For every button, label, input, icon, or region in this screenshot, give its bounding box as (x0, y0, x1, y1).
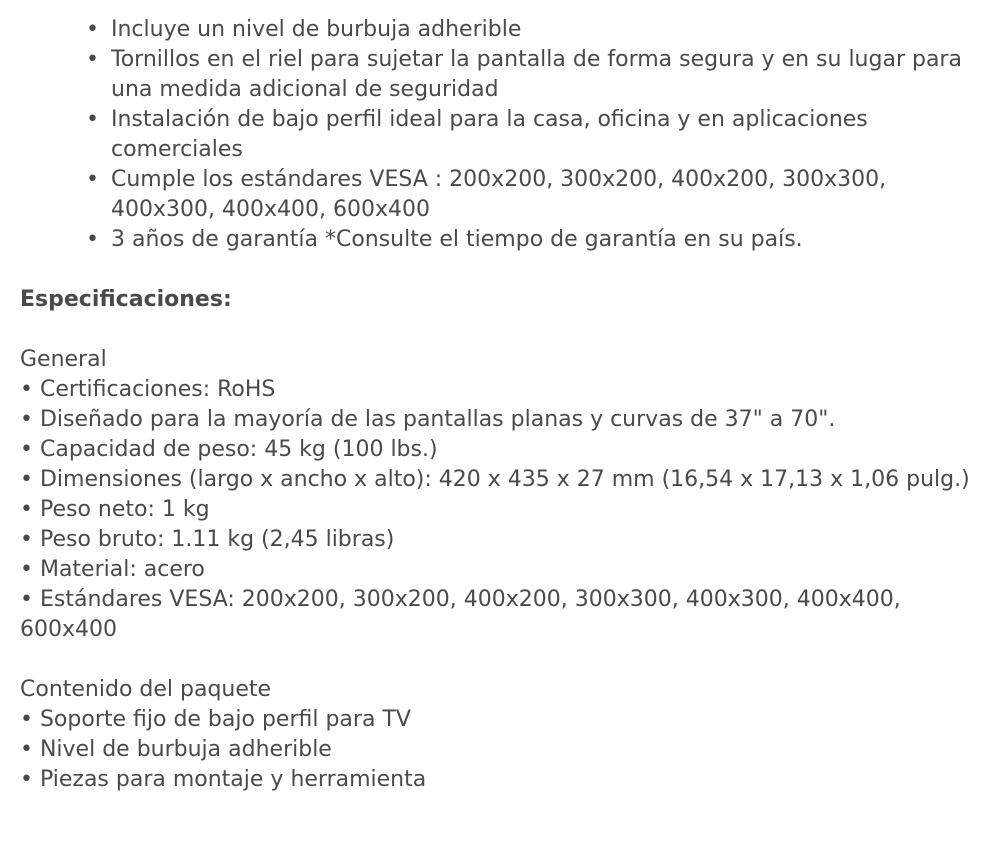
spec-line: • Material: acero (20, 557, 205, 582)
spec-line: • Capacidad de peso: 45 kg (100 lbs.) (20, 437, 438, 462)
spec-line: • Estándares VESA: 200x200, 300x200, 400x200, 300x300, 400x300, 400x400, 600x400 (20, 587, 901, 642)
feature-item (86, 165, 971, 225)
feature-text: Instalación de bajo perfil ideal para la casa, oficina y en aplicaciones comerciales (111, 107, 868, 162)
spec-line: • Dimensiones (largo x ancho x alto): 420 x 435 x 27 mm (16,54 x 17,13 x 1,06 pulg.) (20, 467, 970, 492)
feature-text: Tornillos en el riel para sujetar la pantalla de forma segura y en su lugar para una medida adicional de seguridad (111, 47, 962, 102)
feature-text: Cumple los estándares VESA : 200x200, 300x200, 400x200, 300x300, 400x300, 400x400, 600x400 (111, 167, 887, 222)
spacer (20, 645, 985, 675)
package-line: • Soporte fijo de bajo perfil para TV (20, 707, 411, 732)
package-line: • Piezas para montaje y herramienta (20, 767, 427, 792)
feature-item (86, 225, 971, 255)
package-title: Contenido del paquete (20, 677, 272, 702)
spec-line: • Diseñado para la mayoría de las pantallas planas y curvas de 37" a 70". (20, 407, 836, 432)
spacer (20, 255, 985, 285)
spec-line: • Certificaciones: RoHS (20, 377, 276, 402)
bullet-icon: • (86, 107, 99, 132)
bullet-icon: • (86, 17, 99, 42)
feature-list (20, 15, 971, 255)
feature-item (86, 15, 971, 45)
spec-line: • Peso bruto: 1.11 kg (2,45 libras) (20, 527, 395, 552)
feature-item (86, 45, 971, 105)
general-title: General (20, 347, 107, 372)
specs-heading: Especificaciones: (20, 287, 232, 312)
spacer (20, 315, 985, 345)
bullet-icon: • (86, 47, 99, 72)
feature-text: 3 años de garantía *Consulte el tiempo de garantía en su país. (111, 227, 803, 252)
package-list (20, 705, 985, 795)
general-spec-list (20, 375, 985, 645)
feature-item (86, 105, 971, 165)
bullet-icon: • (86, 167, 99, 192)
bullet-icon: • (86, 227, 99, 252)
product-description (20, 15, 985, 795)
spec-line: • Peso neto: 1 kg (20, 497, 210, 522)
feature-text: Incluye un nivel de burbuja adherible (111, 17, 522, 42)
package-line: • Nivel de burbuja adherible (20, 737, 332, 762)
